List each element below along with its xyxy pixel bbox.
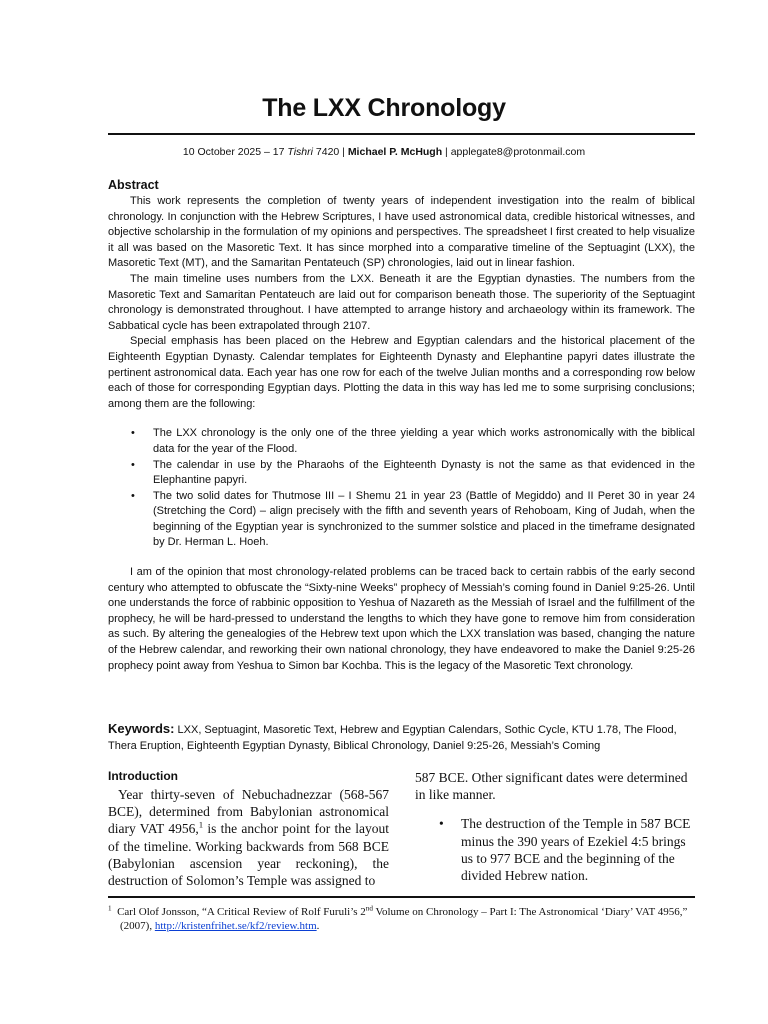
byline	[0, 146, 768, 158]
author-name: Michael P. McHugh	[347, 146, 443, 158]
intro-text-b: is the anchor point for the layout of the timeline. Working backwards from 568 BCE (Babylonian ascension year reckoning), the destruction of Solomon’s Temple was assigned to	[108, 821, 389, 889]
list-item: • The destruction of the Temple in 587 BCE minus the 390 years of Ezekiel 4:5 brings us to 977 BCE and the beginning of the divided Hebrew nation.	[461, 815, 696, 884]
keywords	[108, 721, 695, 754]
footnote-rule	[108, 896, 695, 898]
keywords-label: Keywords:	[108, 721, 175, 736]
abstract-paragraph: Special emphasis has been placed on the Hebrew and Egyptian calendars and the historical placement of the Eighteenth Egyptian Dynasty. Calendar templates for Eighteenth Dynasty and Elephantine papyri dates illustrate the pertinent astronomical data. Each year has one row for each of the twelve Julian months and a corresponding row below each of those for corresponding Egyptian days. Plotting the data in this way has led me to some surprising conclusions; among them are the following:	[108, 335, 695, 410]
list-item: • The two solid dates for Thutmose III – I Shemu 21 in year 23 (Battle of Megiddo) and II Peret 30 in year 24 (Stretching the Cord) – align precisely with the fifth and seventh years of Rehoboam, King of Judah, when the beginning of the Egyptian year is synchronized to the summer solstice and placed in the timeframe designated by Dr. Herman L. Hoeh.	[153, 489, 695, 551]
hebrew-month: Tishri	[287, 146, 313, 158]
keywords-list: LXX, Septuagint, Masoretic Text, Hebrew and Egyptian Calendars, Sothic Cycle, KTU 1.78, The Flood, Thera Eruption, Eighteenth Egyptian Dynasty, Biblical Chronology, Daniel 9:25-26, Messiah’s Coming	[108, 724, 677, 752]
introduction-list	[415, 815, 696, 884]
introduction-heading: Introduction	[108, 769, 178, 783]
introduction-column-left	[108, 769, 389, 889]
introduction-paragraph	[108, 786, 389, 889]
footnote-number: 1	[108, 904, 112, 913]
author-email: applegate8@protonmail.com	[450, 146, 586, 158]
footnote-superscript: nd	[365, 904, 373, 913]
title-rule	[108, 133, 695, 135]
intro-text-a: Year thirty-seven of Nebuchadnezzar (568-567 BCE), determined from Babylonian astronomical diary VAT 4956,	[108, 787, 389, 837]
abstract-section	[108, 177, 695, 674]
date: 10 October 2025 – 17	[182, 146, 288, 158]
footnote-text-a: Carl Olof Jonsson, “A Critical Review of Rolf Furuli’s 2	[117, 906, 366, 918]
page-title: The LXX Chronology	[262, 94, 506, 122]
footnote-text-b: Volume on Chronology – Part I: The Astronomical ‘Diary’ VAT 4956,” (2007),	[120, 906, 688, 932]
footnote	[108, 905, 707, 933]
footnote-end: .	[316, 920, 320, 932]
separator: |	[442, 146, 451, 158]
abstract-heading: Abstract	[108, 178, 159, 192]
hebrew-year: 7420	[312, 146, 340, 158]
abstract-paragraph: This work represents the completion of twenty years of independent investigation into the realm of biblical chronology. In conjunction with the Hebrew Scriptures, I have used astronomical data, credible historical witnesses, and objective scholarship in the formulation of my opinions and perspectives. The spreadsheet I first created to help visualize it all was based on the Masoretic Text. It has since morphed into a comparative timeline of the Septuagint (LXX), the Masoretic Text (MT), and the Samaritan Pentateuch (SP) chronologies, laid out in linear fashion.	[108, 195, 695, 270]
list-item: • The calendar in use by the Pharaohs of the Eighteenth Dynasty is not the same as that evidenced in the Elephantine papyri.	[153, 458, 695, 489]
footnote-link[interactable]: http://kristenfrihet.se/kf2/review.htm	[154, 920, 317, 932]
footnote-ref[interactable]: 1	[198, 819, 204, 830]
abstract-paragraph: The main timeline uses numbers from the LXX. Beneath it are the Egyptian dynasties. The numbers from the Masoretic Text and Samaritan Pentateuch are laid out for comparison beneath those. The superiority of the Septuagint chronology is demonstrated throughout. I have attempted to arrange history and archaeology within its framework. The Sabbatical cycle has been extrapolated through 2107.	[108, 272, 695, 332]
introduction-column-right	[415, 769, 696, 884]
separator: |	[339, 146, 348, 158]
abstract-paragraph: I am of the opinion that most chronology-related problems can be traced back to certain rabbis of the early second century who attempted to obfuscate the “Sixty-nine Weeks” prophecy of Messiah’s coming found in Daniel 9:25-26. Until one understands the force of rabbinic opposition to Yeshua of Nazareth as the Messiah of Israel and the fulfillment of the prophecy, he will be hard-pressed to understand the lengths to which they have gone to remove him from consideration as such. By altering the genealogies of the Hebrew text upon which the LXX translation was based, changing the nature of the Hebrew calendar, and reworking their own national chronology, they have endeavored to make the Daniel 9:25-26 prophecy point away from Yeshua to Simon bar Kochba. This is the legacy of the Masoretic Text chronology.	[108, 566, 695, 672]
list-item: • The LXX chronology is the only one of the three yielding a year which works astronomically with the biblical data for the year of the Flood.	[153, 426, 695, 457]
findings-list	[108, 426, 695, 551]
introduction-continued: 587 BCE. Other significant dates were determined in like manner.	[415, 770, 688, 803]
